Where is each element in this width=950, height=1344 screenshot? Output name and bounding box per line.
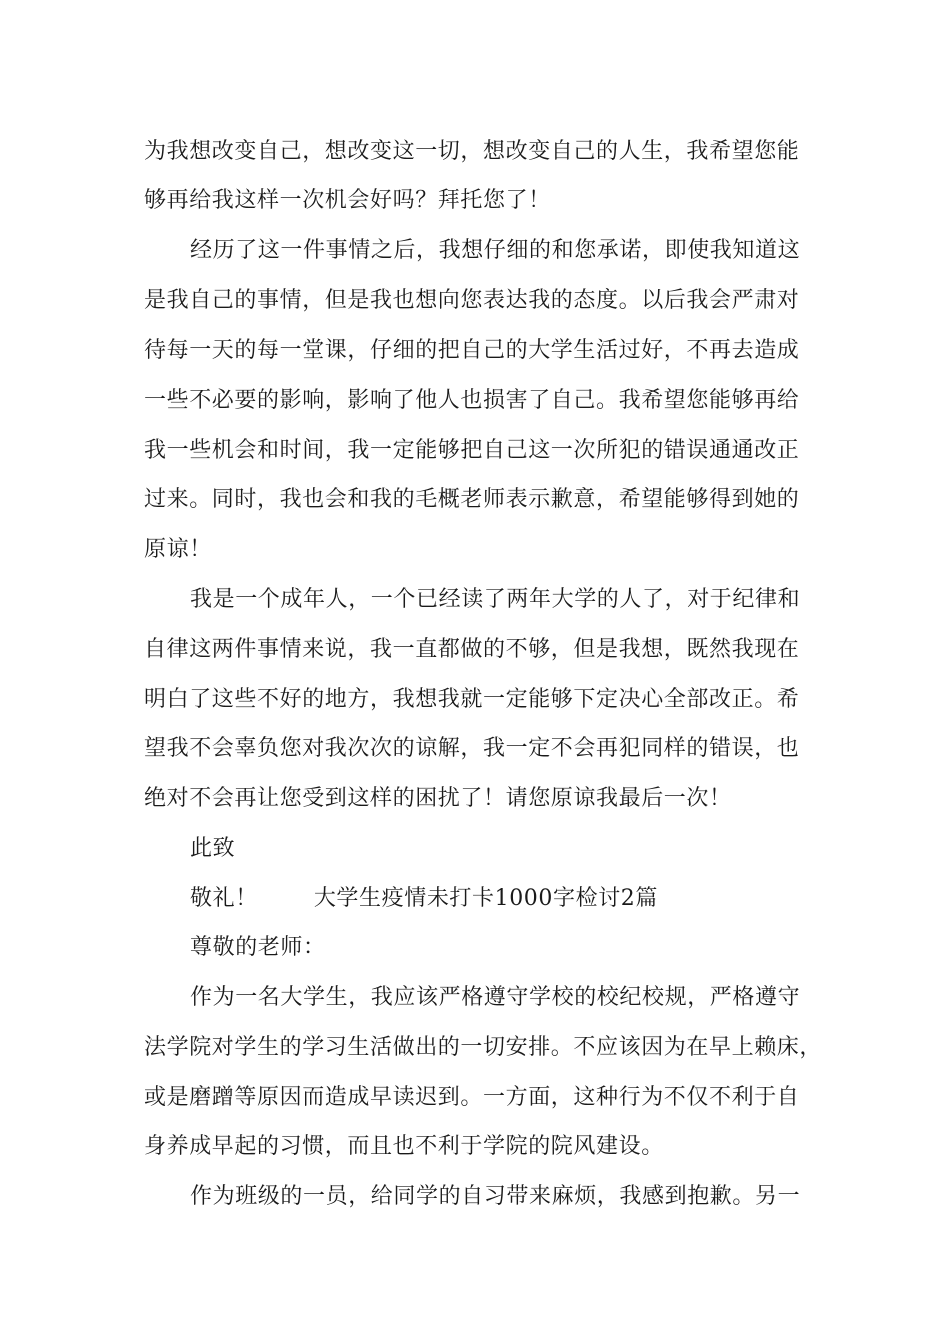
section-heading: 大学生疫情未打卡1000字检讨2篇: [313, 886, 658, 911]
paragraph-line: 或是磨蹭等原因而造成早读迟到。一方面，这种行为不仅不利于自: [144, 1085, 800, 1110]
paragraph-line: 够再给我这样一次机会好吗？拜托您了！: [144, 188, 551, 213]
paragraph-line: 为我想改变自己，想改变这一切，想改变自己的人生，我希望您能: [144, 139, 800, 164]
paragraph-line: 作为班级的一员，给同学的自习带来麻烦，我感到抱歉。另一: [190, 1184, 801, 1209]
paragraph-line: 身养成早起的习惯，而且也不利于学院的院风建设。: [144, 1134, 664, 1159]
paragraph-line: 望我不会辜负您对我次次的谅解，我一定不会再犯同样的错误，也: [144, 736, 800, 761]
paragraph-line: 作为一名大学生，我应该严格遵守学校的校纪校规，严格遵守: [190, 985, 801, 1010]
paragraph-line: 原谅！: [144, 537, 212, 562]
paragraph-line: 法学院对学生的学习生活做出的一切安排。不应该因为在早上赖床，: [144, 1035, 823, 1060]
closing-salute: 敬礼！: [190, 886, 258, 911]
paragraph-line: 绝对不会再让您受到这样的困扰了！请您原谅我最后一次！: [144, 786, 732, 811]
paragraph-line: 经历了这一件事情之后，我想仔细的和您承诺，即使我知道这: [190, 238, 801, 263]
paragraph-line: 过来。同时，我也会和我的毛概老师表示歉意，希望能够得到她的: [144, 487, 800, 512]
paragraph-line: 我是一个成年人，一个已经读了两年大学的人了，对于纪律和: [190, 587, 801, 612]
closing-and-heading-line: [190, 884, 658, 914]
salutation-line: 尊敬的老师：: [190, 935, 326, 960]
paragraph-line: 自律这两件事情来说，我一直都做的不够，但是我想，既然我现在: [144, 637, 800, 662]
paragraph-line: 待每一天的每一堂课，仔细的把自己的大学生活过好，不再去造成: [144, 338, 800, 363]
paragraph-line: 明白了这些不好的地方，我想我就一定能够下定决心全部改正。希: [144, 687, 800, 712]
paragraph-line: 是我自己的事情，但是我也想向您表达我的态度。以后我会严肃对: [144, 288, 800, 313]
paragraph-line: 一些不必要的影响，影响了他人也损害了自己。我希望您能够再给: [144, 388, 800, 413]
paragraph-line: 我一些机会和时间，我一定能够把自己这一次所犯的错误通通改正: [144, 438, 800, 463]
closing-line: 此致: [190, 836, 236, 861]
